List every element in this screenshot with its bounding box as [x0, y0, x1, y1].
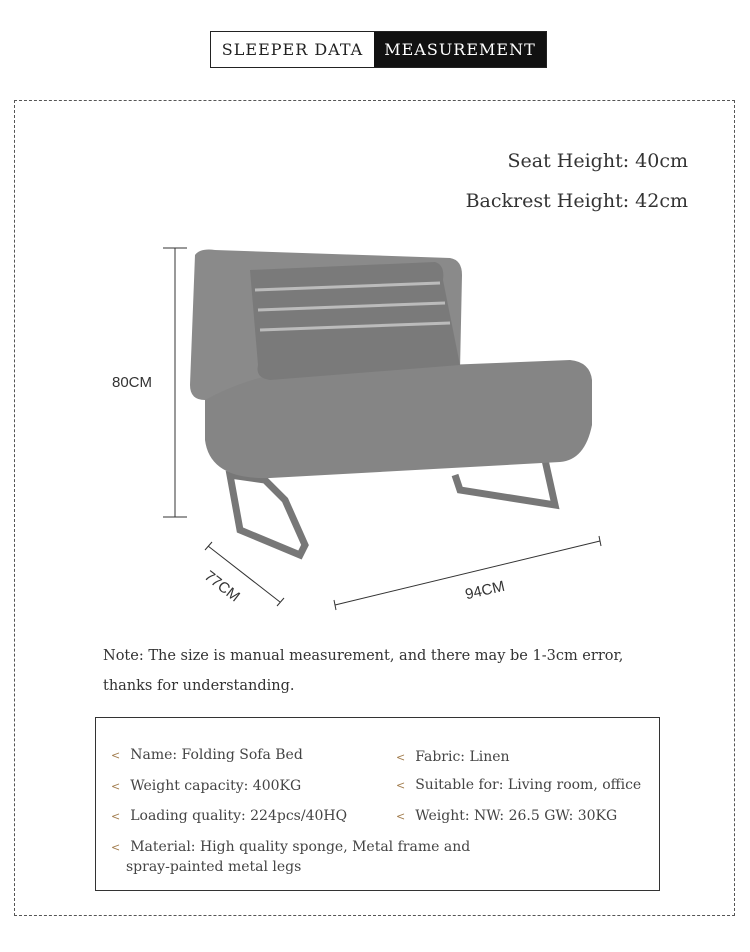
detail-suitable: Suitable for: Living room, office [415, 777, 642, 793]
width-dimension: 94CM [463, 577, 507, 604]
seat-height: Seat Height: 40cm [507, 150, 688, 172]
bullet-icon: < [111, 841, 121, 854]
detail-material: Material: High quality sponge, Metal frame and [130, 839, 471, 855]
tab-measurement: MEASUREMENT [374, 32, 546, 67]
note-line-1: Note: The size is manual measurement, and there may be 1-3cm error, [103, 648, 624, 664]
detail-capacity: Weight capacity: 400KG [130, 778, 302, 794]
product-details [95, 717, 660, 891]
detail-name: Name: Folding Sofa Bed [130, 747, 303, 763]
bullet-icon: < [396, 779, 406, 792]
note-line-2: thanks for understanding. [103, 678, 295, 694]
detail-weight: Weight: NW: 26.5 GW: 30KG [415, 808, 618, 824]
depth-dimension: 77CM [201, 567, 244, 606]
backrest-height: Backrest Height: 42cm [465, 190, 688, 212]
bullet-icon: < [396, 751, 406, 764]
bullet-icon: < [111, 810, 121, 823]
bullet-icon: < [111, 749, 121, 762]
tab-sleeper-data: SLEEPER DATA [221, 40, 364, 59]
height-dimension: 80CM [112, 374, 153, 391]
detail-fabric: Fabric: Linen [415, 749, 510, 765]
bullet-icon: < [111, 780, 121, 793]
bullet-icon: < [396, 810, 406, 823]
detail-loading: Loading quality: 224pcs/40HQ [130, 808, 348, 824]
detail-material-cont: spray-painted metal legs [126, 859, 302, 875]
